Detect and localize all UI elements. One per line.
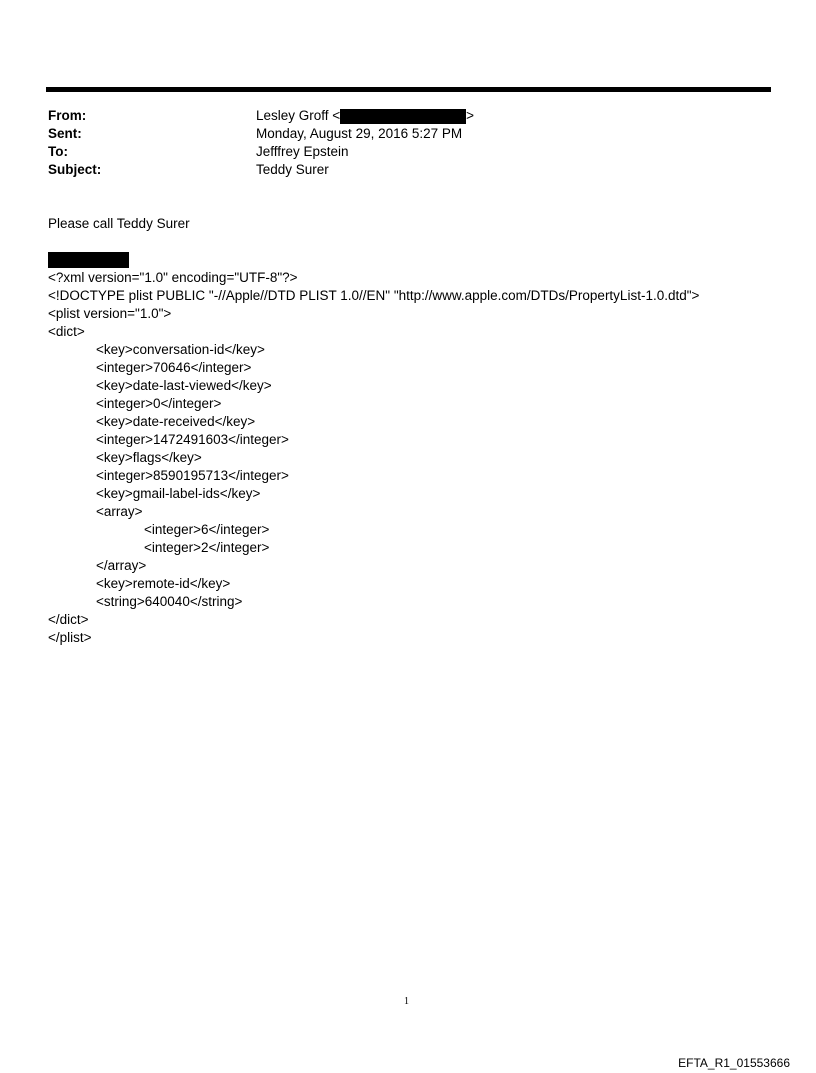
plist-line: </dict> — [48, 612, 89, 627]
plist-line: <string>640040</string> — [96, 594, 243, 609]
redaction-box — [48, 252, 129, 268]
plist-line: <integer>6</integer> — [144, 522, 270, 537]
plist-line: <integer>1472491603</integer> — [96, 432, 289, 447]
from-label: From: — [48, 108, 87, 123]
plist-line: <key>date-received</key> — [96, 414, 256, 429]
plist-line: <key>flags</key> — [96, 450, 202, 465]
plist-line: <integer>70646</integer> — [96, 360, 252, 375]
from-name: Lesley Groff < — [256, 108, 341, 123]
plist-line: <!DOCTYPE plist PUBLIC "-//Apple//DTD PLIST 1.0//EN" "http://www.apple.com/DTDs/PropertyList-1.0.dtd"> — [48, 288, 700, 303]
to-label: To: — [48, 144, 68, 159]
from-close: > — [466, 108, 475, 123]
message-body: Please call Teddy Surer — [48, 216, 190, 231]
sent-label: Sent: — [48, 126, 82, 141]
plist-line: <integer>2</integer> — [144, 540, 270, 555]
subject-label: Subject: — [48, 162, 102, 177]
plist-line: <key>conversation-id</key> — [96, 342, 265, 357]
plist-line: <integer>8590195713</integer> — [96, 468, 289, 483]
bates-number: EFTA_R1_01553666 — [678, 1056, 790, 1070]
plist-line: <key>remote-id</key> — [96, 576, 231, 591]
plist-line: <dict> — [48, 324, 85, 339]
from-value — [256, 107, 474, 125]
plist-line: <key>gmail-label-ids</key> — [96, 486, 261, 501]
plist-line: </plist> — [48, 630, 92, 645]
plist-line: <key>date-last-viewed</key> — [96, 378, 272, 393]
subject-value: Teddy Surer — [256, 162, 329, 177]
header-rule — [46, 87, 771, 92]
page-number: 1 — [404, 996, 409, 1007]
plist-line: <integer>0</integer> — [96, 396, 222, 411]
redaction-box — [340, 109, 466, 124]
plist-line: <array> — [96, 504, 143, 519]
to-value: Jefffrey Epstein — [256, 144, 349, 159]
plist-line: <?xml version="1.0" encoding="UTF-8"?> — [48, 270, 298, 285]
plist-line: </array> — [96, 558, 147, 573]
plist-line: <plist version="1.0"> — [48, 306, 172, 321]
sent-value: Monday, August 29, 2016 5:27 PM — [256, 126, 463, 141]
